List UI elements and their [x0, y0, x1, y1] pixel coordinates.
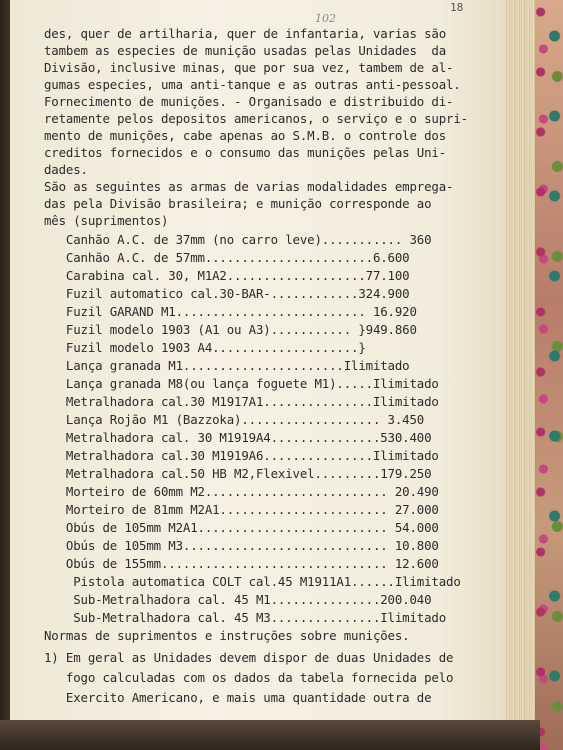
- ammo-table-row: Obús de 105mm M3............................ 10.800: [44, 538, 439, 553]
- book-page-edges: [505, 0, 536, 730]
- ammo-table-row: Lança granada M8(ou lança foguete M1).....Ilimitado: [44, 376, 439, 391]
- section-heading: Normas de suprimentos e instruções sobre munições.: [44, 628, 410, 643]
- ammo-table-row: Metralhadora cal.30 M1917A1...............Ilimitado: [44, 394, 439, 409]
- page-number: 18: [450, 1, 464, 14]
- ammo-table-row: Metralhadora cal.30 M1919A6...............Ilimitado: [44, 448, 439, 463]
- ammo-table-row: Morteiro de 81mm M2A1....................... 27.000: [44, 502, 439, 517]
- text-line: São as seguintes as armas de varias modalidades emprega-: [44, 179, 454, 194]
- ammo-table-row: Canhão A.C. de 37mm (no carro leve)........... 360: [44, 232, 432, 247]
- ammo-table-row: Sub-Metralhadora cal. 45 M1...............200.040: [44, 592, 432, 607]
- ammo-table-row: Metralhadora cal. 30 M1919A4...............530.400: [44, 430, 432, 445]
- ammo-table-row: Obús de 155mm............................... 12.600: [44, 556, 439, 571]
- ammo-table-row: Fuzil automatico cal.30-BAR-............324.900: [44, 286, 410, 301]
- ammo-table-row: Fuzil modelo 1903 (A1 ou A3)........... }949.860: [44, 322, 417, 337]
- book-bottom-edge: [0, 720, 540, 750]
- ammo-table-row: Sub-Metralhadora cal. 45 M3...............Ilimitado: [44, 610, 447, 625]
- ammo-table-row: Canhão A.C. de 57mm.......................6.600: [44, 250, 410, 265]
- text-line: 1) Em geral as Unidades devem dispor de duas Unidades de: [44, 650, 454, 665]
- text-line: fogo calculadas com os dados da tabela fornecida pelo: [44, 670, 454, 685]
- ammo-table-row: Obús de 105mm M2A1.......................... 54.000: [44, 520, 439, 535]
- ammo-table-row: Lança Rojão M1 (Bazzoka)................... 3.450: [44, 412, 425, 427]
- document-page: [10, 0, 515, 720]
- ammo-table-row: Pistola automatica COLT cal.45 M1911A1......Ilimitado: [44, 574, 461, 589]
- ammo-table-row: Morteiro de 60mm M2......................... 20.490: [44, 484, 439, 499]
- ammo-table-row: Lança granada M1......................Ilimitado: [44, 358, 410, 373]
- ammo-table-row: Carabina cal. 30, M1A2...................77.100: [44, 268, 410, 283]
- text-line: tambem as especies de munição usadas pelas Unidades da: [44, 43, 447, 58]
- text-line: dades.: [44, 162, 88, 177]
- marbled-cover: [535, 0, 563, 750]
- text-line: das pela Divisão brasileira; e munição corresponde ao: [44, 196, 432, 211]
- text-line: gumas especies, uma anti-tanque e as outras anti-pessoal.: [44, 77, 461, 92]
- text-line: creditos fornecidos e o consumo das munições pelas Uni-: [44, 145, 447, 160]
- text-line: retamente pelos depositos americanos, o serviço e o supri-: [44, 111, 468, 126]
- text-line: des, quer de artilharia, quer de infantaria, varias são: [44, 26, 447, 41]
- text-line: mês (suprimentos): [44, 213, 169, 228]
- text-line: Divisão, inclusive minas, que por sua vez, tambem de al-: [44, 60, 454, 75]
- text-line: Fornecimento de munições. - Organisado e distribuido di-: [44, 94, 454, 109]
- ammo-table-row: Metralhadora cal.50 HB M2,Flexivel.........179.250: [44, 466, 432, 481]
- handwritten-note: 102: [315, 12, 336, 25]
- ammo-table-row: Fuzil GARAND M1.......................... 16.920: [44, 304, 417, 319]
- ammo-table-row: Fuzil modelo 1903 A4....................}: [44, 340, 366, 355]
- text-line: mento de munições, cabe apenas ao S.M.B. o controle dos: [44, 128, 447, 143]
- text-line: Exercito Americano, e mais uma quantidade outra de: [44, 690, 432, 705]
